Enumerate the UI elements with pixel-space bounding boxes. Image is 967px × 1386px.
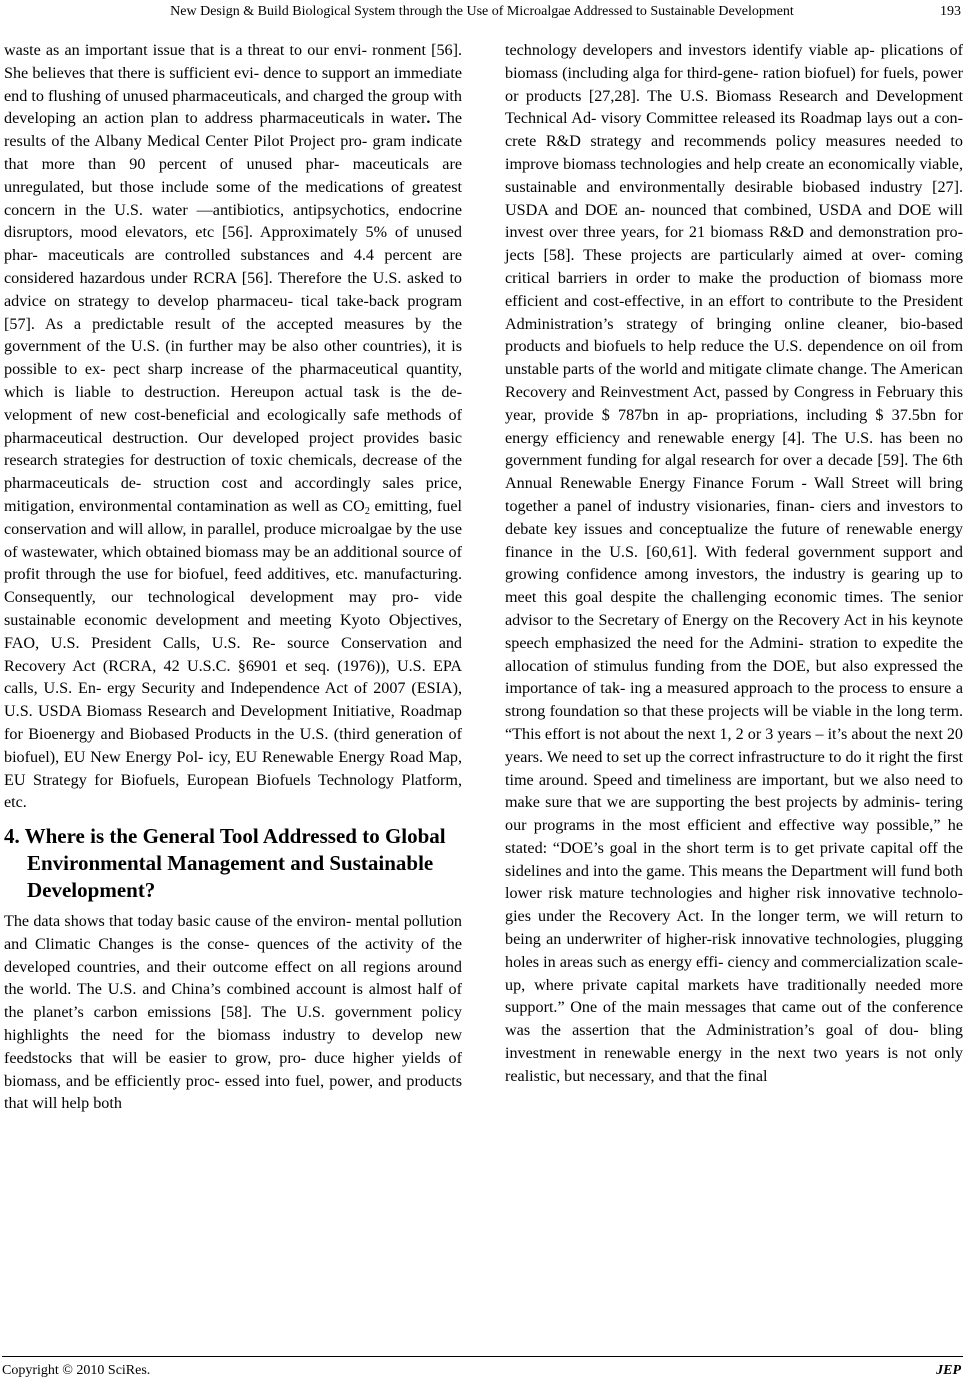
running-title: New Design & Build Biological System through the Use of Microalgae Addressed to Sustainable Development xyxy=(170,4,794,19)
right-column xyxy=(505,40,963,1089)
text-run: . xyxy=(426,110,431,128)
subscript: 2 xyxy=(364,505,370,517)
page-header xyxy=(0,0,967,30)
text-run: emitting, fuel conservation and will allow, in parallel, produce microalgae by the use of wastewater, which obtained biomass may be an additional source of profit through the use for biofuel, feed additives, etc. manufacturing. Consequently, our technological development may pro- vide sustainable economic development and meeting Kyoto Objectives, FAO, U.S. President Calls, U.S. Re- source Conservation and Recovery Act (RCRA, 42 U.S.C. §6901 et seq. (1976)), U.S. EPA calls, U.S. En- ergy Security and Independence Act of 2007 (ESIA), U.S. USDA Biomass Research and Development Initiative, Roadmap for Bioenergy and Biobased Products in the U.S. (third generation of biofuel), EU New Energy Pol- icy, EU Renewable Energy Road Map, EU Strategy for Biofuels, European Biofuels Technology Platform, etc. xyxy=(4,497,462,812)
text-run: The results of the Albany Medical Center Pilot Project pro- gram indicate that more than 90 percent of unused phar- maceuticals are unregulated, but those include some of the medications of greatest concern in the U.S. water —antibiotics, antipsychotics, endocrine disruptors, mood elevators, etc [56]. Approximately 5% of unused phar- maceuticals are controlled substances and 4.4 percent are considered hazardous under RCRA [56]. Therefore the U.S. asked to advice on strategy to develop pharmaceu- tical take-back program [57]. As a predictable result of the accepted measures by the government of the U.S. (in further may be also other countries), it is possible to ex- pect sharp increase of the pharmaceutical quantity, which is liable to destruction. Hereupon actual task is the de- velopment of new cost-beneficial and ecologically safe methods of pharmaceutical destruction. Our developed project provides basic research strategies for destruction of toxic chemicals, decrease of the pharmaceuticals de- struction cost and accordingly sales price, mitigation, environmental contamination as well as CO xyxy=(4,110,462,515)
paragraph: The data shows that today basic cause of the environ- mental pollution and Climatic Changes is the conse- quences of the activity of the developed countries, and their outcome effect on all regions around the world. The U.S. and China’s combined account is almost half of the planet’s carbon emissions [58]. The U.S. government policy highlights the need for the biomass industry to develop new feedstocks that will be easier to grow, pro- duce higher yields of biomass, and be efficiently proc- essed into fuel, power, and products that will help both xyxy=(4,913,462,1113)
text-run: waste as an important issue that is a threat to our envi- ronment [56]. She believes that there is sufficient evi- dence to support an immediate end to flushing of unused pharmaceuticals, and charged the group with developing an action plan to address pharmaceuticals in water xyxy=(4,42,462,128)
page-footer xyxy=(0,1361,967,1383)
left-column xyxy=(4,40,462,1116)
copyright-notice: Copyright © 2010 SciRes. xyxy=(2,1363,151,1378)
section-heading: 4. Where is the General Tool Addressed to Global Environmental Management and Sustainable Development? xyxy=(4,824,446,903)
paragraph xyxy=(4,40,462,815)
page-number: 193 xyxy=(940,4,961,19)
footer-divider xyxy=(2,1356,963,1357)
paragraph: technology developers and investors identify viable ap- plications of biomass (including alga for third-gene- ration biofuel) for fuels, power or products [27,28]. The U.S. Biomass Research and Development Technical Ad- visory Committee released its Roadmap lays out a con- crete R&D strategy and recommends policy measures needed to improve biomass technologies and help create an economically viable, sustainable and environmentally desirable biobased industry [27]. USDA and DOE an- nounced that combined, USDA and DOE will invest over three years, for 21 biomass R&D and demonstration pro- jects [58]. These projects are particularly aimed at over- coming critical barriers in order to make the production of biomass more efficient and cost-effective, in an effort to contribute to the President Administration’s strategy of bringing online cleaner, bio-based products and biofuels to help reduce the U.S. dependence on oil from unstable parts of the world and mitigate climate change. The American Recovery and Reinvestment Act, passed by Congress in February this year, provide $ 787bn in ap- propriations, including $ 37.5bn for energy efficiency and renewable energy [4]. The U.S. has been no government funding for algal research for over a decade [59]. The 6th Annual Renewable Energy Finance Forum - Wall Street will bring together a panel of industry visionaries, finan- ciers and investors to debate key issues and conceptualize the future of renewable energy finance in the U.S. [60,61]. With federal government support and growing confidence among investors, the industry is gearing up to meet this goal despite the challenging economic times. The senior advisor to the Secretary of Energy on the Recovery Act in his keynote speech emphasized the need for the Admini- stration to expedite the allocation of stimulus funding from the DOE, but also expressed the importance of tak- ing a measured approach to the process to ensure a strong foundation so that these projects will be viable in the long term. “This effort is not about the next 1, 2 or 3 years – it’s about the next 20 years. We need to set up the correct infrastructure to do it right the first time around. Speed and timeliness are important, but we also need to make sure that we are supporting the best projects by adminis- tering our programs in the most efficient and effective way possible,” he stated: “DOE’s goal in the short term is to get private capital off the sidelines and into the game. This means the Department will fund both lower risk mature technologies and higher risk innovative technolo- gies under the Recovery Act. In the longer term, we will return to being an underwriter of higher-risk innovative technologies, plugging holes in areas such as energy effi- ciency and commercialization scale-up, where private capital markets have traditionally needed more support.” One of the main messages that came out of the conference was the assertion that the Administration’s goal of dou- bling investment in renewable energy in the next two years is not only realistic, but necessary, and that the final xyxy=(505,42,963,1085)
journal-abbreviation: JEP xyxy=(936,1363,961,1378)
